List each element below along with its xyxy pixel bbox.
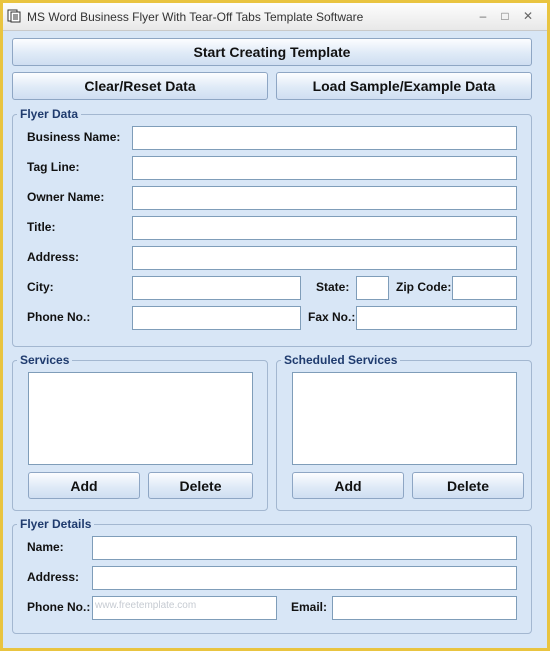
flyer-details-legend: Flyer Details (20, 517, 92, 531)
clear-reset-data-button[interactable]: Clear/Reset Data (12, 72, 268, 100)
details-email-label: Email: (291, 600, 328, 614)
state-label: State: (316, 280, 350, 294)
load-sample-data-button[interactable]: Load Sample/Example Data (276, 72, 532, 100)
owner-name-field[interactable] (132, 186, 517, 210)
minimize-icon[interactable]: – (479, 9, 487, 23)
tag-line-field[interactable] (132, 156, 517, 180)
fax-label: Fax No.: (308, 310, 356, 324)
address-label: Address: (27, 250, 80, 264)
address-field[interactable] (132, 246, 517, 270)
phone-field[interactable] (132, 306, 301, 330)
state-field[interactable] (356, 276, 389, 300)
title-label: Title: (27, 220, 56, 234)
owner-name-label: Owner Name: (27, 190, 105, 204)
title-bar[interactable] (3, 3, 547, 31)
services-legend: Services (20, 353, 70, 367)
phone-label: Phone No.: (27, 310, 91, 324)
scheduled-services-delete-button[interactable]: Delete (412, 472, 524, 499)
city-field[interactable] (132, 276, 301, 300)
details-email-field[interactable] (332, 596, 517, 620)
scheduled-services-legend: Scheduled Services (284, 353, 398, 367)
services-list[interactable] (28, 372, 253, 465)
business-name-label: Business Name: (27, 130, 121, 144)
details-phone-label: Phone No.: (27, 600, 91, 614)
services-delete-button[interactable]: Delete (148, 472, 253, 499)
scheduled-services-add-button[interactable]: Add (292, 472, 404, 499)
scheduled-services-list[interactable] (292, 372, 517, 465)
city-label: City: (27, 280, 54, 294)
zip-code-field[interactable] (452, 276, 517, 300)
start-creating-template-button[interactable]: Start Creating Template (12, 38, 532, 66)
title-field[interactable] (132, 216, 517, 240)
fax-field[interactable] (356, 306, 517, 330)
details-name-label: Name: (27, 540, 64, 554)
details-address-label: Address: (27, 570, 80, 584)
tag-line-label: Tag Line: (27, 160, 80, 174)
details-name-field[interactable] (92, 536, 517, 560)
details-address-field[interactable] (92, 566, 517, 590)
window-title: MS Word Business Flyer With Tear-Off Tabs Template Software (27, 10, 364, 24)
services-add-button[interactable]: Add (28, 472, 140, 499)
watermark-text: www.freetemplate.com (95, 600, 197, 611)
flyer-data-legend: Flyer Data (20, 107, 79, 121)
app-icon (7, 9, 21, 23)
business-name-field[interactable] (132, 126, 517, 150)
zip-code-label: Zip Code: (396, 280, 452, 294)
maximize-icon[interactable]: □ (501, 9, 509, 23)
close-icon[interactable]: ✕ (522, 9, 534, 23)
